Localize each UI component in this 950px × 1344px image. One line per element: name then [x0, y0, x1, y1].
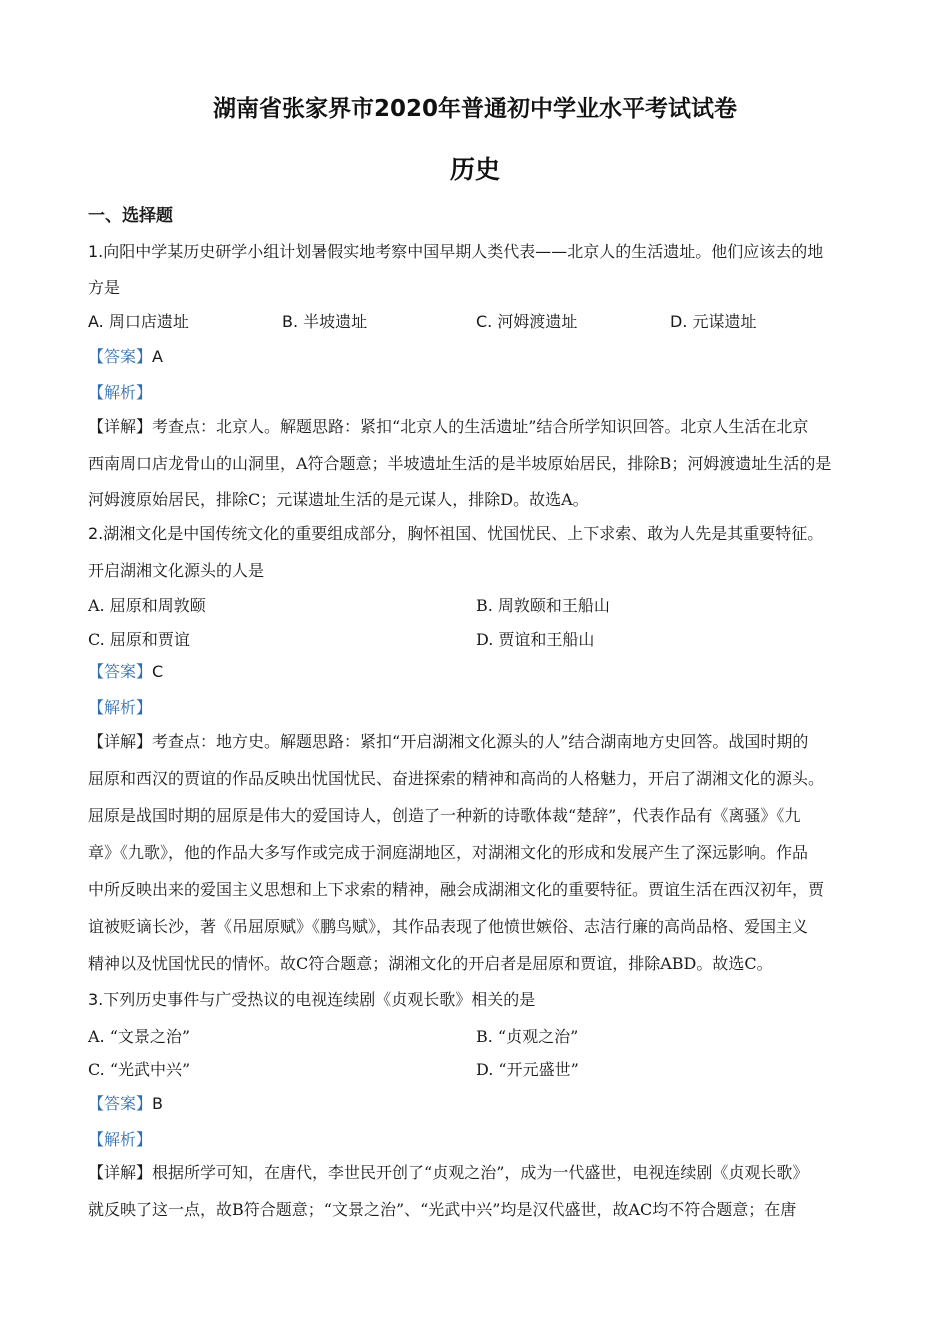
detail-label: 【详解】 — [88, 417, 153, 436]
q2-detail-line-2: 屈原和西汉的贾谊的作品反映出忧国忧民、奋进探索的精神和高尚的人格魅力，开启了湖湘文化的源头。 — [88, 769, 825, 788]
q1-option-a: A. 周口店遗址 — [88, 312, 189, 331]
q2-answer-value: C — [152, 662, 164, 681]
q3-option-c: C. “光武中兴” — [88, 1060, 191, 1079]
q1-answer-value: A — [152, 347, 163, 366]
q3-stem-line-1: 3.下列历史事件与广受热议的电视连续剧《贞观长歌》相关的是 — [88, 990, 536, 1009]
q1-answer — [88, 346, 878, 368]
q2-option-a: A. 屈原和周敦颐 — [88, 596, 206, 615]
detail-label: 【详解】 — [88, 1163, 153, 1182]
q3-answer — [88, 1093, 878, 1115]
answer-label: 【答案】 — [88, 662, 153, 681]
q2-detail-line-4: 章》《九歌》，他的作品大多写作或完成于洞庭湖地区，对湖湘文化的形成和发展产生了深远影响。作品 — [88, 843, 809, 862]
detail-label: 【详解】 — [88, 732, 153, 751]
q2-stem-line-2: 开启湖湘文化源头的人是 — [88, 561, 265, 580]
q2-option-d: D. 贾谊和王船山 — [476, 630, 595, 649]
q1-option-c: C. 河姆渡遗址 — [476, 312, 578, 331]
answer-label: 【答案】 — [88, 1094, 153, 1113]
q2-detail-line-1: 【详解】考查点：地方史。解题思路：紧扣“开启湖湘文化源头的人”结合湖南地方史回答。战国时期的 — [88, 732, 809, 751]
q3-detail-line-1: 【详解】根据所学可知，在唐代，李世民开创了“贞观之治”，成为一代盛世，电视连续剧《贞观长歌》 — [88, 1163, 809, 1182]
subject-title: 历史 — [449, 155, 500, 184]
q3-analysis-label: 【解析】 — [88, 1130, 153, 1149]
q1-option-b: B. 半坡遗址 — [282, 312, 368, 331]
q2-detail-line-5: 中所反映出来的爱国主义思想和上下求索的精神，融会成湖湘文化的重要特征。贾谊生活在西汉初年，贾 — [88, 880, 825, 899]
q2-detail-line-3: 屈原是战国时期的屈原是伟大的爱国诗人，创造了一种新的诗歌体裁“楚辞”，代表作品有《离骚》《九 — [88, 806, 801, 825]
q2-detail-line-6: 谊被贬谪长沙，著《吊屈原赋》《鹏鸟赋》，其作品表现了他愤世嫉俗、志洁行廉的高尚品格、爱国主义 — [88, 917, 809, 936]
q3-answer-value: B — [152, 1094, 163, 1113]
q3-option-a: A. “文景之治” — [88, 1027, 191, 1046]
q3-option-d: D. “开元盛世” — [476, 1060, 579, 1079]
section-title: 一、选择题 — [88, 206, 173, 226]
q1-detail-line-2: 西南周口店龙骨山的山洞里，A符合题意；半坡遗址生活的是半坡原始居民，排除B；河姆渡遗址生活的是 — [88, 454, 832, 473]
q1-option-d: D. 元谋遗址 — [670, 312, 757, 331]
q1-detail-line-1: 【详解】考查点：北京人。解题思路：紧扣“北京人的生活遗址”结合所学知识回答。北京人生活在北京 — [88, 417, 809, 436]
q2-option-b: B. 周敦颐和王船山 — [476, 596, 610, 615]
q2-analysis-label: 【解析】 — [88, 698, 153, 717]
q2-answer — [88, 661, 878, 683]
q3-option-b: B. “贞观之治” — [476, 1027, 579, 1046]
q2-stem-line-1: 2.湖湘文化是中国传统文化的重要组成部分，胸怀祖国、忧国忧民、上下求索、敢为人先是其重要特征。 — [88, 524, 824, 543]
q1-stem-line-2: 方是 — [88, 278, 121, 297]
q1-stem-line-1: 1.向阳中学某历史研学小组计划暑假实地考察中国早期人类代表——北京人的生活遗址。他们应该去的地 — [88, 242, 824, 261]
answer-label: 【答案】 — [88, 347, 153, 366]
q3-detail-line-2: 就反映了这一点，故B符合题意；“文景之治”、“光武中兴”均是汉代盛世，故AC均不符合题意；在唐 — [88, 1200, 797, 1219]
q2-option-c: C. 屈原和贾谊 — [88, 630, 190, 649]
exam-title: 湖南省张家界市2020年普通初中学业水平考试试卷 — [212, 96, 737, 122]
q1-detail-line-3: 河姆渡原始居民，排除C；元谋遗址生活的是元谋人，排除D。故选A。 — [88, 490, 589, 509]
q2-detail-line-7: 精神以及忧国忧民的情怀。故C符合题意；湖湘文化的开启者是屈原和贾谊，排除ABD。故选C。 — [88, 954, 773, 973]
q1-analysis-label: 【解析】 — [88, 383, 153, 402]
